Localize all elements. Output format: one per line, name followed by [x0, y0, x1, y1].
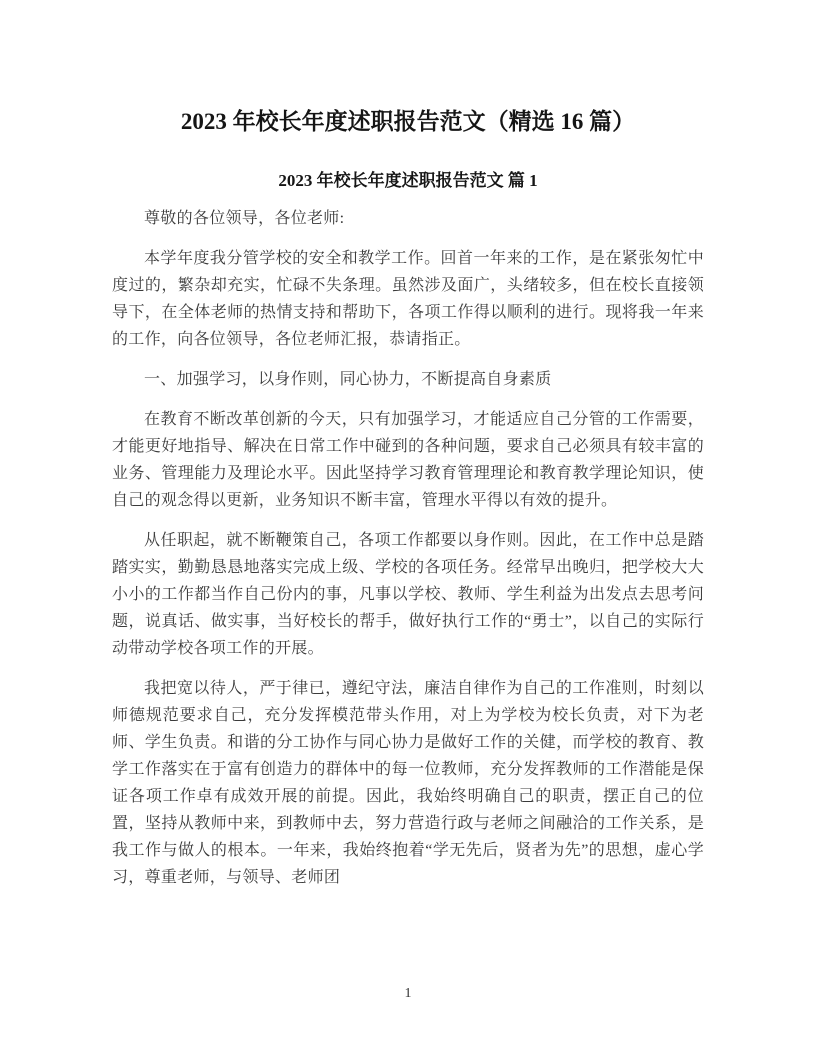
salutation-paragraph: 尊敬的各位领导，各位老师: — [144, 210, 345, 227]
body-paragraph: 我把宽以待人，严于律已，遵纪守法，廉洁自律作为自己的工作准则，时刻以师德规范要求自己，充分发挥模范带头作用，对上为学校为校长负责，对下为老师、学生负责。和谐的分工协作与同心协力是做好工作的关健，而学校的教育、教学工作落实在于富有创造力的群体中的每一位教师，充分发挥教师的工作潜能是保证各项工作卓有成效开展的前提。因此，我始终明确自己的职责，摆正自己的位置，坚持从教师中来，到教师中去，努力营造行政与老师之间融洽的工作关系，是我工作与做人的根本。一年来，我始终抱着“学无先后，贤者为先”的思想，虚心学习，尊重老师，与领导、老师团 — [112, 680, 704, 886]
section-heading: 一、加强学习，以身作则，同心协力，不断提高自身素质 — [144, 371, 552, 388]
document-body — [112, 205, 704, 891]
body-paragraph: 本学年度我分管学校的安全和教学工作。回首一年来的工作，是在紧张匆忙中度过的，繁杂却充实，忙碌不失条理。虽然涉及面广，头绪较多，但在校长直接领导下，在全体老师的热情支持和帮助下，各项工作得以顺利的进行。现将我一年来的工作，向各位领导，各位老师汇报，恭请指正。 — [112, 250, 704, 348]
body-paragraph: 从任职起，就不断鞭策自己，各项工作都要以身作则。因此，在工作中总是踏踏实实，勤勤恳恳地落实完成上级、学校的各项任务。经常早出晚归，把学校大大小小的工作都当作自己份内的事，凡事以学校、教师、学生利益为出发点去思考问题，说真话、做实事，当好校长的帮手，做好执行工作的“勇士”，以自己的实际行动带动学校各项工作的开展。 — [112, 532, 704, 657]
page-number: 1 — [404, 986, 412, 1001]
document-subtitle: 2023 年校长年度述职报告范文 篇 1 — [278, 171, 538, 190]
document-title: 2023 年校长年度述职报告范文（精选 16 篇） — [180, 109, 636, 134]
body-paragraph: 在教育不断改革创新的今天，只有加强学习，才能适应自己分管的工作需要，才能更好地指导、解决在日常工作中碰到的各种问题，要求自己必须具有较丰富的业务、管理能力及理论水平。因此坚持学习教育管理理论和教育教学理论知识，使自己的观念得以更新，业务知识不断丰富，管理水平得以有效的提升。 — [112, 411, 704, 509]
